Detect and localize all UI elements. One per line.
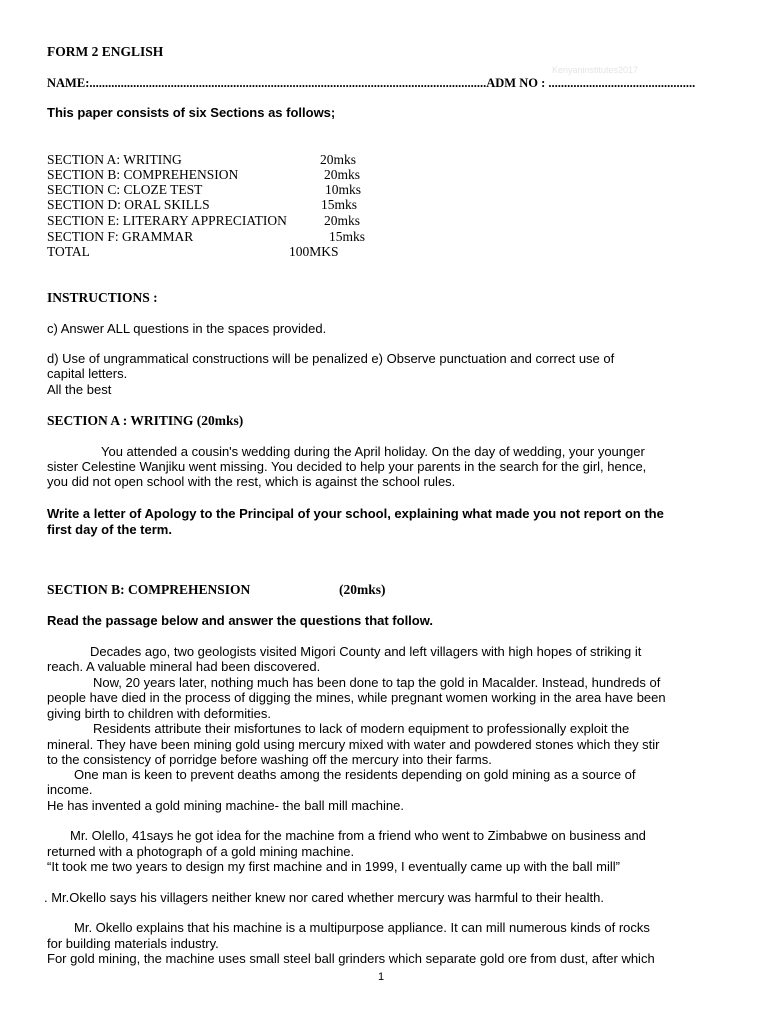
page-number: 1	[378, 971, 385, 983]
instruction-c: c) Answer ALL questions in the spaces provided.	[47, 321, 327, 336]
section-a-paragraph: You attended a cousin's wedding during the April holiday. On the day of wedding, your younger	[101, 444, 645, 459]
passage-line: Decades ago, two geologists visited Migori County and left villagers with high hopes of striking it	[90, 644, 642, 659]
intro-text: This paper consists of six Sections as follows;	[47, 105, 336, 120]
passage-line: returned with a photograph of a gold mining machine.	[47, 844, 355, 859]
section-row-name: SECTION D: ORAL SKILLS	[47, 197, 210, 212]
passage-line: giving birth to children with deformities.	[47, 706, 271, 721]
passage-line: people have died in the process of digging the mines, while pregnant women working in the area have been	[47, 690, 666, 705]
section-b-marks: (20mks)	[339, 582, 386, 597]
instruction-d: d) Use of ungrammatical constructions will be penalized e) Observe punctuation and correct use of	[47, 351, 615, 366]
passage-line: One man is keen to prevent deaths among the residents depending on gold mining as a source of	[74, 767, 636, 782]
section-a-paragraph: sister Celestine Wanjiku went missing. You decided to help your parents in the search for the girl, hence,	[47, 459, 647, 474]
section-a-paragraph: you did not open school with the rest, which is against the school rules.	[47, 474, 456, 489]
section-a-heading: SECTION A : WRITING (20mks)	[47, 413, 244, 428]
passage-line: for building materials industry.	[47, 936, 219, 951]
section-row-marks: 20mks	[324, 213, 361, 228]
passage-line: Mr. Okello explains that his machine is a multipurpose appliance. It can mill numerous kinds of rocks	[74, 920, 650, 935]
passage-line: mineral. They have been mining gold using mercury mixed with water and powdered stones which they stir	[47, 737, 660, 752]
passage-line: Mr. Olello, 41says he got idea for the machine from a friend who went to Zimbabwe on business and	[70, 828, 646, 843]
section-b-instruction: Read the passage below and answer the questions that follow.	[47, 613, 433, 628]
passage-line: For gold mining, the machine uses small steel ball grinders which separate gold ore from dust, after which	[47, 951, 655, 966]
section-row-marks: 100MKS	[289, 244, 339, 259]
section-a-task: first day of the term.	[47, 522, 172, 537]
section-row-name: SECTION B: COMPREHENSION	[47, 167, 239, 182]
passage-line: Residents attribute their misfortunes to lack of modern equipment to professionally exploit the	[93, 721, 630, 736]
section-row-name: TOTAL	[47, 244, 90, 259]
section-row-name: SECTION A: WRITING	[47, 152, 182, 167]
section-row-marks: 15mks	[329, 229, 366, 244]
instructions-heading: INSTRUCTIONS :	[47, 290, 158, 305]
instruction-d-cont: capital letters.	[47, 366, 128, 381]
section-row-marks: 10mks	[325, 182, 362, 197]
passage-line: “It took me two years to design my first machine and in 1999, I eventually came up with the ball mill”	[47, 859, 620, 874]
passage-line: . Mr.Okello says his villagers neither knew nor cared whether mercury was harmful to their health.	[44, 890, 604, 905]
section-row-marks: 20mks	[320, 152, 357, 167]
section-b-heading: SECTION B: COMPREHENSION	[47, 582, 251, 597]
watermark-text: Kenyaninstitutes2017	[552, 65, 639, 75]
section-row-name: SECTION F: GRAMMAR	[47, 229, 194, 244]
section-row-name: SECTION C: CLOZE TEST	[47, 182, 203, 197]
passage-line: income.	[47, 782, 93, 797]
name-adm-line: NAME:...............................................................................................................................ADM NO : ...............................................	[47, 76, 696, 90]
passage-line: Now, 20 years later, nothing much has been done to tap the gold in Macalder. Instead, hundreds of	[93, 675, 661, 690]
passage-line: reach. A valuable mineral had been discovered.	[47, 659, 321, 674]
section-row-marks: 15mks	[321, 197, 358, 212]
section-row-marks: 20mks	[324, 167, 361, 182]
passage-line: to the consistency of porridge before washing off the mercury into their farms.	[47, 752, 492, 767]
all-the-best: All the best	[47, 382, 112, 397]
passage-line: He has invented a gold mining machine- the ball mill machine.	[47, 798, 404, 813]
form-title: FORM 2 ENGLISH	[47, 44, 164, 59]
section-row-name: SECTION E: LITERARY APPRECIATION	[47, 213, 287, 228]
section-a-task: Write a letter of Apology to the Principal of your school, explaining what made you not report on the	[47, 506, 664, 521]
